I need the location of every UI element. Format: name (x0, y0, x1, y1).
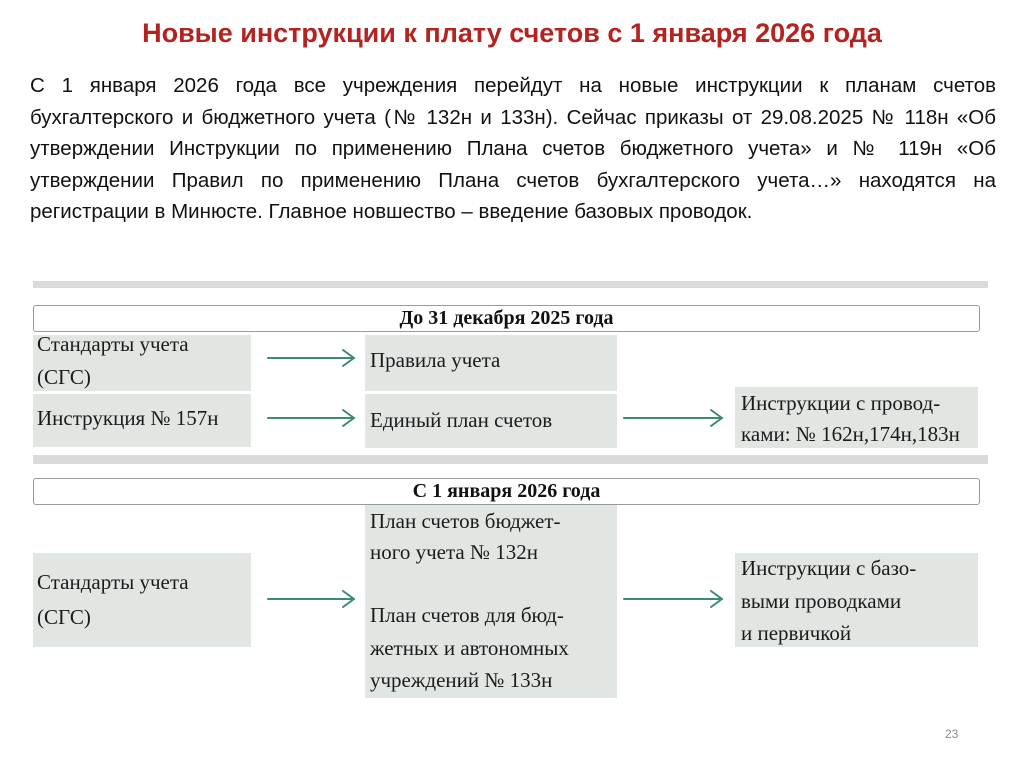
page-number: 23 (945, 727, 959, 741)
after-instructions-line1: Инструкции с базо- (741, 556, 917, 580)
before-instructions-line2: ками: № 162н,174н,183н (741, 422, 960, 446)
arrow-right-icon (624, 410, 722, 426)
after-plan-budget-line1: План счетов бюджет- (370, 509, 561, 533)
arrow-right-icon (268, 350, 354, 366)
arrow-right-icon (624, 591, 722, 607)
after-standards-line2: (СГС) (37, 605, 91, 629)
arrow-right-icon (268, 410, 354, 426)
before-instruction: Инструкция № 157н (37, 406, 219, 430)
after-header: С 1 января 2026 года (412, 480, 601, 502)
after-instructions-line2: выми проводками (741, 589, 902, 613)
after-plan-autonomous-line3: учреждений № 133н (370, 668, 553, 692)
intro-paragraph: С 1 января 2026 года все учреждения перейдут на новые инструкции к планам счетов бухгалтерского и бюджетного учета (№ 132н и 133н). Сейчас приказы от 29.08.2025 № 118н «Об утверждении Инструкции по применению Плана счетов бюджетного учета» и № 119н «Об утверждении Правил по применению Плана счетов бухгалтерского учета…» находятся на регистрации в Минюсте. Главное новшество – введение базовых проводок. (30, 74, 996, 223)
slide-title: Новые инструкции к плату счетов с 1 января 2026 года (142, 18, 882, 48)
before-rules: Правила учета (370, 348, 501, 372)
before-unified-plan: Единый план счетов (370, 408, 553, 432)
before-standards-line2: (СГС) (37, 365, 91, 389)
after-plan-autonomous-line1: План счетов для бюд- (370, 603, 564, 627)
before-standards-line1: Стандарты учета (37, 332, 189, 356)
before-header: До 31 декабря 2025 года (399, 307, 614, 329)
arrow-right-icon (268, 591, 354, 607)
after-instructions-line3: и первичкой (741, 621, 852, 645)
after-plan-autonomous-line2: жетных и автономных (370, 636, 569, 660)
after-standards-line1: Стандарты учета (37, 570, 189, 594)
after-plan-budget-line2: ного учета № 132н (370, 540, 538, 564)
before-instructions-line1: Инструкции с провод- (741, 391, 941, 415)
